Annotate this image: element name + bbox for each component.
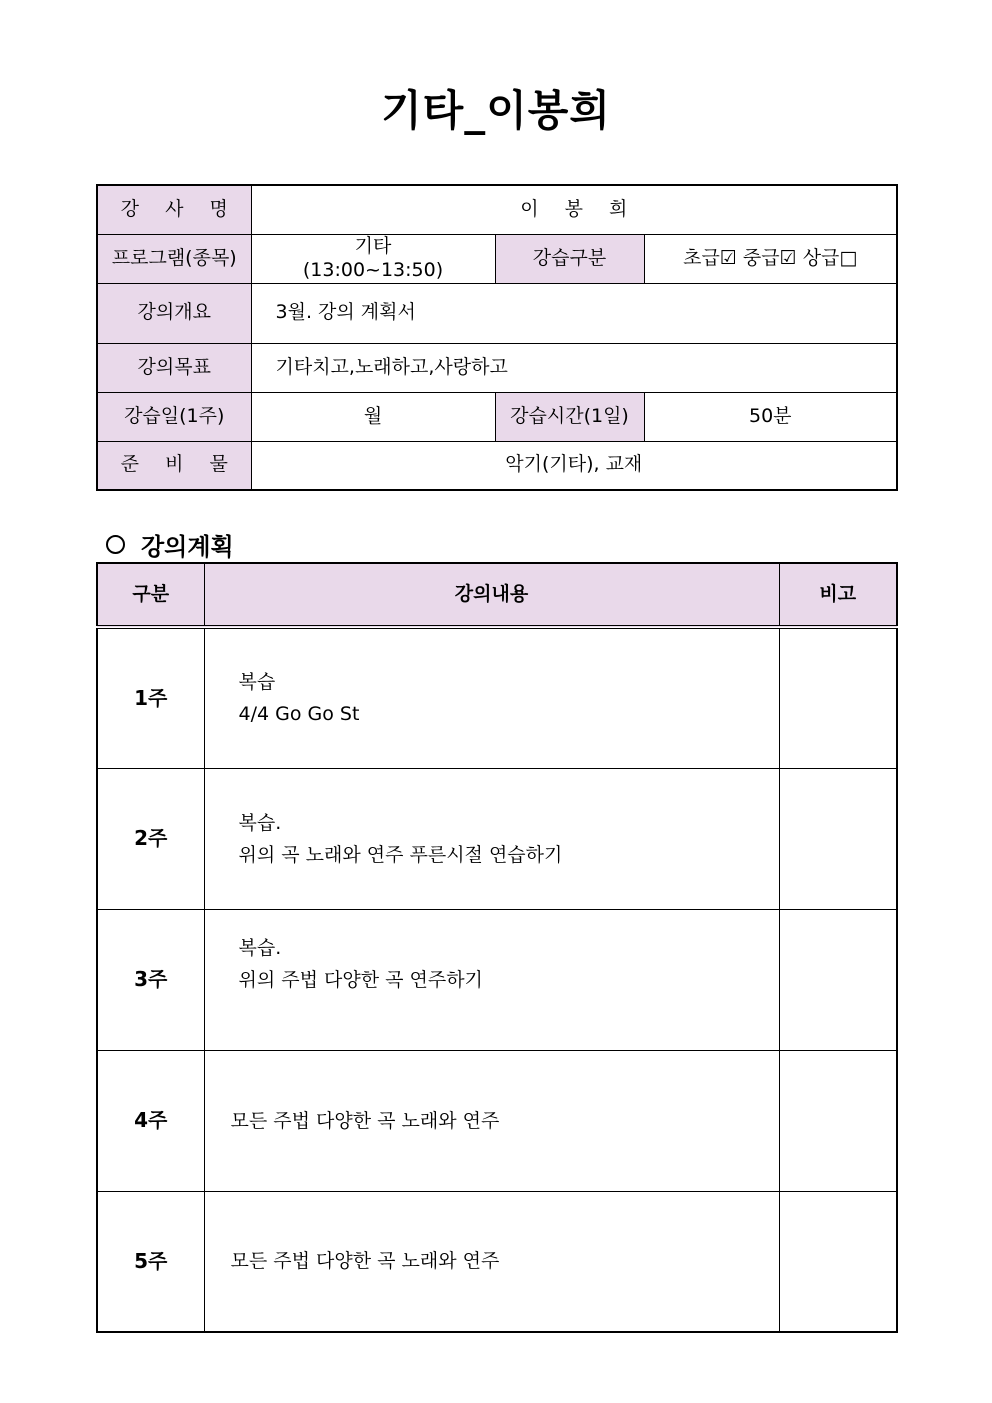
note-cell [779, 909, 897, 1050]
materials-value: 악기(기타), 교재 [251, 441, 897, 490]
week-cell: 3주 [97, 909, 204, 1050]
header-week: 구분 [97, 563, 204, 627]
week-cell: 4주 [97, 1050, 204, 1191]
content-line: 4/4 Go Go St [238, 703, 360, 726]
table-row [97, 627, 897, 768]
plan-section-title: 강의계획 [141, 533, 234, 561]
program-time: (13:00~13:50) [302, 258, 444, 281]
instructor-label: 강 사 명 [97, 185, 251, 234]
note-cell [779, 1191, 897, 1332]
program-label: 프로그램(종목) [97, 234, 251, 283]
level-value: 초급☑ 중급☑ 상급□ [644, 234, 897, 283]
week-cell: 1주 [97, 627, 204, 768]
goal-value: 기타치고,노래하고,사랑하고 [251, 343, 897, 392]
content-line: 복습. [238, 811, 282, 834]
program-value [251, 234, 495, 283]
overview-label: 강의개요 [97, 283, 251, 343]
table-row [97, 909, 897, 1050]
header-content: 강의내용 [204, 563, 779, 627]
plan-section-heading [106, 527, 234, 562]
duration-label: 강습시간(1일) [495, 392, 644, 441]
circle-bullet-icon [106, 535, 125, 554]
week-cell: 5주 [97, 1191, 204, 1332]
content-cell [204, 909, 779, 1050]
program-name: 기타 [354, 234, 392, 257]
goal-label: 강의목표 [97, 343, 251, 392]
overview-value: 3월. 강의 계획서 [251, 283, 897, 343]
content-line: 모든 주법 다양한 곡 노래와 연주 [230, 1250, 500, 1273]
page-title: 기타_이봉희 [381, 86, 611, 135]
content-line: 복습 [238, 671, 276, 694]
content-cell [204, 768, 779, 909]
table-row [97, 1191, 897, 1332]
instructor-value: 이 봉 희 [251, 185, 897, 234]
level-label: 강습구분 [495, 234, 644, 283]
note-cell [779, 1050, 897, 1191]
week-cell: 2주 [97, 768, 204, 909]
days-value: 월 [251, 392, 495, 441]
table-row [97, 1050, 897, 1191]
duration-value: 50분 [644, 392, 897, 441]
note-cell [779, 768, 897, 909]
content-cell [204, 627, 779, 768]
info-table [96, 184, 898, 491]
content-cell [204, 1050, 779, 1191]
content-cell [204, 1191, 779, 1332]
note-cell [779, 627, 897, 768]
table-row [97, 768, 897, 909]
content-line: 복습. [238, 936, 282, 959]
plan-table [96, 562, 898, 1333]
content-line: 모든 주법 다양한 곡 노래와 연주 [230, 1109, 500, 1132]
header-note: 비고 [779, 563, 897, 627]
content-line: 위의 주법 다양한 곡 연주하기 [238, 968, 483, 991]
days-label: 강습일(1주) [97, 392, 251, 441]
materials-label: 준 비 물 [97, 441, 251, 490]
content-line: 위의 곡 노래와 연주 푸른시절 연습하기 [238, 843, 563, 866]
